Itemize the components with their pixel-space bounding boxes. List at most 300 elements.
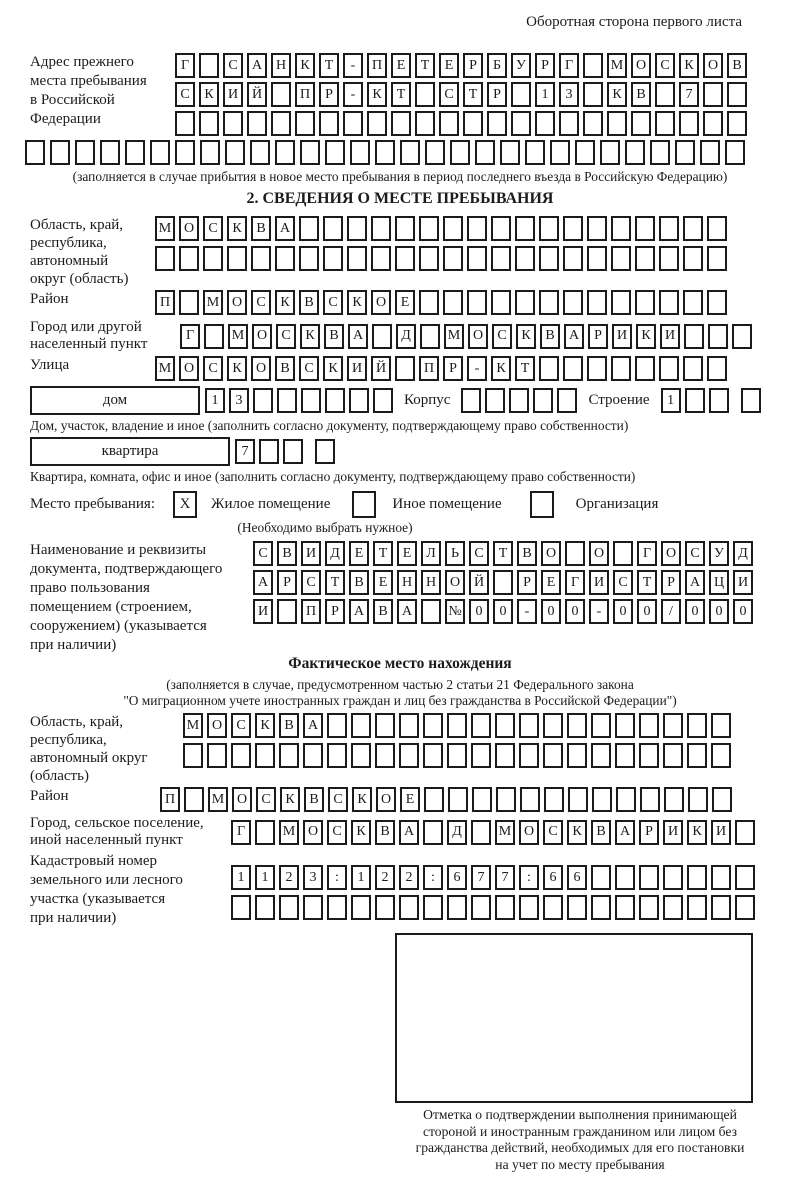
char-box[interactable]: С — [276, 324, 296, 349]
char-box[interactable] — [655, 82, 675, 107]
char-box[interactable]: 2 — [399, 865, 419, 890]
char-box[interactable] — [467, 290, 487, 315]
char-box[interactable] — [319, 111, 339, 136]
char-box[interactable] — [175, 111, 195, 136]
char-box[interactable]: А — [348, 324, 368, 349]
char-box[interactable] — [635, 290, 655, 315]
char-box[interactable] — [327, 895, 347, 920]
char-box[interactable]: О — [179, 216, 199, 241]
char-box[interactable] — [688, 787, 708, 812]
char-box[interactable] — [683, 216, 703, 241]
char-box[interactable]: К — [300, 324, 320, 349]
char-box[interactable]: И — [347, 356, 367, 381]
char-box[interactable] — [565, 541, 585, 566]
char-box[interactable]: У — [709, 541, 729, 566]
char-box[interactable] — [204, 324, 224, 349]
char-box[interactable]: П — [419, 356, 439, 381]
char-box[interactable] — [567, 895, 587, 920]
char-box[interactable] — [351, 713, 371, 738]
char-box[interactable] — [199, 111, 219, 136]
char-box[interactable] — [712, 787, 732, 812]
char-box[interactable]: 3 — [229, 388, 249, 413]
char-box[interactable]: О — [232, 787, 252, 812]
char-box[interactable] — [703, 82, 723, 107]
char-box[interactable] — [711, 895, 731, 920]
char-box[interactable]: А — [247, 53, 267, 78]
char-box[interactable] — [447, 895, 467, 920]
char-box[interactable] — [347, 216, 367, 241]
char-box[interactable]: В — [349, 570, 369, 595]
char-box[interactable] — [687, 713, 707, 738]
char-box[interactable] — [587, 356, 607, 381]
char-box[interactable] — [299, 246, 319, 271]
char-box[interactable] — [371, 246, 391, 271]
char-box[interactable] — [583, 53, 603, 78]
char-box[interactable]: 6 — [567, 865, 587, 890]
char-box[interactable] — [343, 111, 363, 136]
char-box[interactable]: И — [663, 820, 683, 845]
char-box[interactable] — [495, 713, 515, 738]
char-box[interactable]: Е — [397, 541, 417, 566]
char-box[interactable]: С — [613, 570, 633, 595]
char-box[interactable] — [587, 216, 607, 241]
char-box[interactable] — [539, 216, 559, 241]
char-box[interactable]: В — [324, 324, 344, 349]
char-box[interactable] — [400, 140, 420, 165]
char-box[interactable]: Д — [396, 324, 416, 349]
char-box[interactable]: Р — [661, 570, 681, 595]
char-box[interactable] — [271, 111, 291, 136]
char-box[interactable] — [259, 439, 279, 464]
char-box[interactable] — [423, 743, 443, 768]
char-box[interactable]: С — [543, 820, 563, 845]
char-box[interactable] — [650, 140, 670, 165]
char-box[interactable]: М — [279, 820, 299, 845]
char-box[interactable]: Р — [325, 599, 345, 624]
char-box[interactable] — [683, 246, 703, 271]
char-box[interactable] — [663, 713, 683, 738]
char-box[interactable] — [583, 82, 603, 107]
char-box[interactable]: 1 — [535, 82, 555, 107]
char-box[interactable] — [519, 713, 539, 738]
char-box[interactable]: И — [711, 820, 731, 845]
char-box[interactable]: О — [631, 53, 651, 78]
char-box[interactable]: С — [328, 787, 348, 812]
char-box[interactable] — [231, 743, 251, 768]
char-box[interactable]: 0 — [637, 599, 657, 624]
checkbox-other-premises[interactable] — [352, 491, 376, 518]
char-box[interactable] — [250, 140, 270, 165]
char-box[interactable] — [443, 290, 463, 315]
char-box[interactable]: М — [155, 216, 175, 241]
char-box[interactable] — [184, 787, 204, 812]
char-box[interactable]: С — [439, 82, 459, 107]
char-box[interactable] — [539, 356, 559, 381]
char-box[interactable] — [25, 140, 45, 165]
char-box[interactable] — [685, 388, 705, 413]
char-box[interactable]: Н — [421, 570, 441, 595]
char-box[interactable]: Л — [421, 541, 441, 566]
char-box[interactable]: И — [733, 570, 753, 595]
checkbox-organization[interactable] — [530, 491, 554, 518]
char-box[interactable] — [509, 388, 529, 413]
char-box[interactable] — [295, 111, 315, 136]
char-box[interactable] — [200, 140, 220, 165]
char-box[interactable] — [277, 599, 297, 624]
char-box[interactable] — [349, 388, 369, 413]
char-box[interactable] — [625, 140, 645, 165]
char-box[interactable]: Ь — [445, 541, 465, 566]
char-box[interactable] — [471, 895, 491, 920]
char-box[interactable]: О — [303, 820, 323, 845]
char-box[interactable] — [567, 743, 587, 768]
char-box[interactable] — [471, 743, 491, 768]
char-box[interactable] — [303, 895, 323, 920]
char-box[interactable] — [735, 895, 755, 920]
char-box[interactable]: М — [203, 290, 223, 315]
char-box[interactable] — [425, 140, 445, 165]
char-box[interactable] — [587, 290, 607, 315]
char-box[interactable] — [155, 246, 175, 271]
char-box[interactable]: 1 — [661, 388, 681, 413]
char-box[interactable]: О — [207, 713, 227, 738]
char-box[interactable] — [611, 290, 631, 315]
char-box[interactable]: М — [495, 820, 515, 845]
char-box[interactable] — [727, 82, 747, 107]
char-box[interactable]: С — [251, 290, 271, 315]
char-box[interactable]: С — [327, 820, 347, 845]
char-box[interactable]: Д — [325, 541, 345, 566]
char-box[interactable] — [487, 111, 507, 136]
char-box[interactable] — [395, 246, 415, 271]
char-box[interactable]: О — [376, 787, 396, 812]
char-box[interactable]: Г — [565, 570, 585, 595]
char-box[interactable]: К — [255, 713, 275, 738]
char-box[interactable]: Р — [639, 820, 659, 845]
char-box[interactable] — [600, 140, 620, 165]
char-box[interactable] — [373, 388, 393, 413]
char-box[interactable] — [493, 570, 513, 595]
char-box[interactable]: М — [208, 787, 228, 812]
char-box[interactable] — [421, 599, 441, 624]
char-box[interactable] — [684, 324, 704, 349]
char-box[interactable]: 6 — [543, 865, 563, 890]
char-box[interactable]: 7 — [495, 865, 515, 890]
char-box[interactable] — [255, 895, 275, 920]
char-box[interactable] — [199, 53, 219, 78]
char-box[interactable]: С — [323, 290, 343, 315]
char-box[interactable]: Р — [487, 82, 507, 107]
char-box[interactable] — [535, 111, 555, 136]
char-box[interactable]: Н — [271, 53, 291, 78]
char-box[interactable]: Р — [588, 324, 608, 349]
char-box[interactable] — [475, 140, 495, 165]
char-box[interactable] — [563, 246, 583, 271]
char-box[interactable]: С — [231, 713, 251, 738]
char-box[interactable] — [255, 743, 275, 768]
char-box[interactable]: К — [687, 820, 707, 845]
char-box[interactable]: - — [343, 53, 363, 78]
char-box[interactable]: : — [327, 865, 347, 890]
char-box[interactable] — [327, 743, 347, 768]
char-box[interactable] — [327, 713, 347, 738]
char-box[interactable]: Г — [559, 53, 579, 78]
char-box[interactable]: П — [301, 599, 321, 624]
char-box[interactable]: П — [160, 787, 180, 812]
char-box[interactable]: Ц — [709, 570, 729, 595]
char-box[interactable] — [496, 787, 516, 812]
char-box[interactable]: 0 — [709, 599, 729, 624]
char-box[interactable]: 7 — [235, 439, 255, 464]
char-box[interactable] — [559, 111, 579, 136]
char-box[interactable]: А — [399, 820, 419, 845]
char-box[interactable] — [231, 895, 251, 920]
char-box[interactable]: К — [491, 356, 511, 381]
char-box[interactable]: Т — [325, 570, 345, 595]
char-box[interactable]: А — [253, 570, 273, 595]
char-box[interactable] — [443, 246, 463, 271]
char-box[interactable] — [707, 246, 727, 271]
char-box[interactable] — [461, 388, 481, 413]
char-box[interactable] — [735, 820, 755, 845]
char-box[interactable]: Е — [349, 541, 369, 566]
char-box[interactable]: Е — [439, 53, 459, 78]
char-box[interactable] — [439, 111, 459, 136]
char-box[interactable]: И — [612, 324, 632, 349]
char-box[interactable] — [447, 713, 467, 738]
char-box[interactable] — [179, 246, 199, 271]
char-box[interactable]: О — [703, 53, 723, 78]
char-box[interactable]: К — [280, 787, 300, 812]
char-box[interactable] — [511, 111, 531, 136]
char-box[interactable]: 1 — [351, 865, 371, 890]
char-box[interactable] — [351, 743, 371, 768]
char-box[interactable]: № — [445, 599, 465, 624]
char-box[interactable]: С — [203, 356, 223, 381]
char-box[interactable]: В — [279, 713, 299, 738]
char-box[interactable] — [700, 140, 720, 165]
char-box[interactable]: 7 — [471, 865, 491, 890]
char-box[interactable]: В — [540, 324, 560, 349]
char-box[interactable] — [587, 246, 607, 271]
char-box[interactable]: И — [660, 324, 680, 349]
char-box[interactable] — [639, 713, 659, 738]
char-box[interactable]: О — [445, 570, 465, 595]
char-box[interactable] — [519, 743, 539, 768]
char-box[interactable] — [472, 787, 492, 812]
char-box[interactable] — [500, 140, 520, 165]
char-box[interactable] — [591, 865, 611, 890]
char-box[interactable]: 0 — [469, 599, 489, 624]
char-box[interactable] — [471, 713, 491, 738]
char-box[interactable]: Р — [463, 53, 483, 78]
char-box[interactable] — [687, 895, 707, 920]
char-box[interactable] — [659, 216, 679, 241]
char-box[interactable]: С — [685, 541, 705, 566]
char-box[interactable]: К — [516, 324, 536, 349]
char-box[interactable]: К — [636, 324, 656, 349]
char-box[interactable] — [183, 743, 203, 768]
char-box[interactable]: 0 — [541, 599, 561, 624]
char-box[interactable] — [375, 895, 395, 920]
char-box[interactable]: 2 — [375, 865, 395, 890]
char-box[interactable] — [150, 140, 170, 165]
char-box[interactable] — [399, 713, 419, 738]
char-box[interactable]: М — [228, 324, 248, 349]
char-box[interactable]: Е — [541, 570, 561, 595]
char-box[interactable]: : — [519, 865, 539, 890]
char-box[interactable] — [615, 713, 635, 738]
char-box[interactable] — [279, 895, 299, 920]
char-box[interactable] — [515, 216, 535, 241]
char-box[interactable] — [575, 140, 595, 165]
char-box[interactable] — [415, 111, 435, 136]
char-box[interactable] — [375, 140, 395, 165]
char-box[interactable]: Т — [493, 541, 513, 566]
char-box[interactable]: 6 — [447, 865, 467, 890]
char-box[interactable] — [639, 865, 659, 890]
char-box[interactable]: 0 — [613, 599, 633, 624]
char-box[interactable] — [207, 743, 227, 768]
char-box[interactable] — [301, 388, 321, 413]
char-box[interactable] — [491, 246, 511, 271]
char-box[interactable]: 0 — [733, 599, 753, 624]
char-box[interactable] — [227, 246, 247, 271]
char-box[interactable]: В — [299, 290, 319, 315]
char-box[interactable]: К — [351, 820, 371, 845]
char-box[interactable]: Г — [180, 324, 200, 349]
char-box[interactable]: Т — [515, 356, 535, 381]
char-box[interactable] — [463, 111, 483, 136]
char-box[interactable] — [519, 895, 539, 920]
char-box[interactable]: К — [227, 356, 247, 381]
char-box[interactable] — [592, 787, 612, 812]
char-box[interactable] — [423, 713, 443, 738]
char-box[interactable] — [567, 713, 587, 738]
char-box[interactable] — [100, 140, 120, 165]
char-box[interactable] — [611, 356, 631, 381]
char-box[interactable] — [708, 324, 728, 349]
char-box[interactable] — [659, 290, 679, 315]
char-box[interactable]: О — [252, 324, 272, 349]
char-box[interactable] — [659, 246, 679, 271]
char-box[interactable] — [225, 140, 245, 165]
char-box[interactable]: К — [275, 290, 295, 315]
char-box[interactable] — [683, 290, 703, 315]
char-box[interactable]: О — [251, 356, 271, 381]
char-box[interactable]: Д — [447, 820, 467, 845]
char-box[interactable]: А — [303, 713, 323, 738]
char-box[interactable] — [467, 216, 487, 241]
char-box[interactable] — [732, 324, 752, 349]
char-box[interactable]: О — [227, 290, 247, 315]
char-box[interactable] — [539, 290, 559, 315]
char-box[interactable] — [511, 82, 531, 107]
char-box[interactable]: О — [371, 290, 391, 315]
char-box[interactable] — [485, 388, 505, 413]
char-box[interactable]: 3 — [303, 865, 323, 890]
char-box[interactable] — [447, 743, 467, 768]
char-box[interactable] — [568, 787, 588, 812]
char-box[interactable] — [543, 895, 563, 920]
char-box[interactable] — [711, 743, 731, 768]
char-box[interactable]: В — [251, 216, 271, 241]
char-box[interactable]: К — [679, 53, 699, 78]
char-box[interactable] — [635, 216, 655, 241]
char-box[interactable] — [543, 743, 563, 768]
char-box[interactable] — [325, 140, 345, 165]
char-box[interactable]: : — [423, 865, 443, 890]
char-box[interactable] — [255, 820, 275, 845]
char-box[interactable]: В — [375, 820, 395, 845]
char-box[interactable]: К — [567, 820, 587, 845]
char-box[interactable]: Е — [373, 570, 393, 595]
char-box[interactable]: О — [179, 356, 199, 381]
char-box[interactable]: Н — [397, 570, 417, 595]
char-box[interactable] — [615, 895, 635, 920]
char-box[interactable] — [635, 356, 655, 381]
char-box[interactable]: С — [655, 53, 675, 78]
char-box[interactable]: В — [275, 356, 295, 381]
char-box[interactable]: М — [155, 356, 175, 381]
char-box[interactable] — [375, 713, 395, 738]
char-box[interactable]: Д — [733, 541, 753, 566]
char-box[interactable] — [741, 388, 761, 413]
char-box[interactable]: 1 — [231, 865, 251, 890]
char-box[interactable] — [563, 356, 583, 381]
char-box[interactable] — [631, 111, 651, 136]
char-box[interactable] — [399, 743, 419, 768]
char-box[interactable] — [495, 895, 515, 920]
char-box[interactable] — [323, 216, 343, 241]
char-box[interactable]: 1 — [255, 865, 275, 890]
char-box[interactable] — [640, 787, 660, 812]
char-box[interactable] — [419, 246, 439, 271]
char-box[interactable]: Р — [443, 356, 463, 381]
char-box[interactable] — [419, 216, 439, 241]
char-box[interactable] — [491, 290, 511, 315]
char-box[interactable] — [607, 111, 627, 136]
char-box[interactable] — [663, 895, 683, 920]
char-box[interactable]: Г — [231, 820, 251, 845]
char-box[interactable] — [611, 246, 631, 271]
char-box[interactable]: С — [301, 570, 321, 595]
char-box[interactable] — [391, 111, 411, 136]
char-box[interactable]: С — [299, 356, 319, 381]
char-box[interactable]: Р — [319, 82, 339, 107]
char-box[interactable] — [423, 820, 443, 845]
char-box[interactable] — [450, 140, 470, 165]
char-box[interactable]: И — [301, 541, 321, 566]
char-box[interactable] — [75, 140, 95, 165]
char-box[interactable] — [711, 713, 731, 738]
char-box[interactable]: С — [253, 541, 273, 566]
char-box[interactable] — [725, 140, 745, 165]
char-box[interactable] — [372, 324, 392, 349]
char-box[interactable] — [533, 388, 553, 413]
char-box[interactable]: 3 — [559, 82, 579, 107]
char-box[interactable]: Т — [391, 82, 411, 107]
char-box[interactable]: М — [183, 713, 203, 738]
char-box[interactable]: А — [564, 324, 584, 349]
char-box[interactable]: О — [541, 541, 561, 566]
char-box[interactable]: Й — [371, 356, 391, 381]
char-box[interactable] — [347, 246, 367, 271]
char-box[interactable]: В — [517, 541, 537, 566]
char-box[interactable] — [675, 140, 695, 165]
char-box[interactable] — [315, 439, 335, 464]
char-box[interactable]: С — [256, 787, 276, 812]
